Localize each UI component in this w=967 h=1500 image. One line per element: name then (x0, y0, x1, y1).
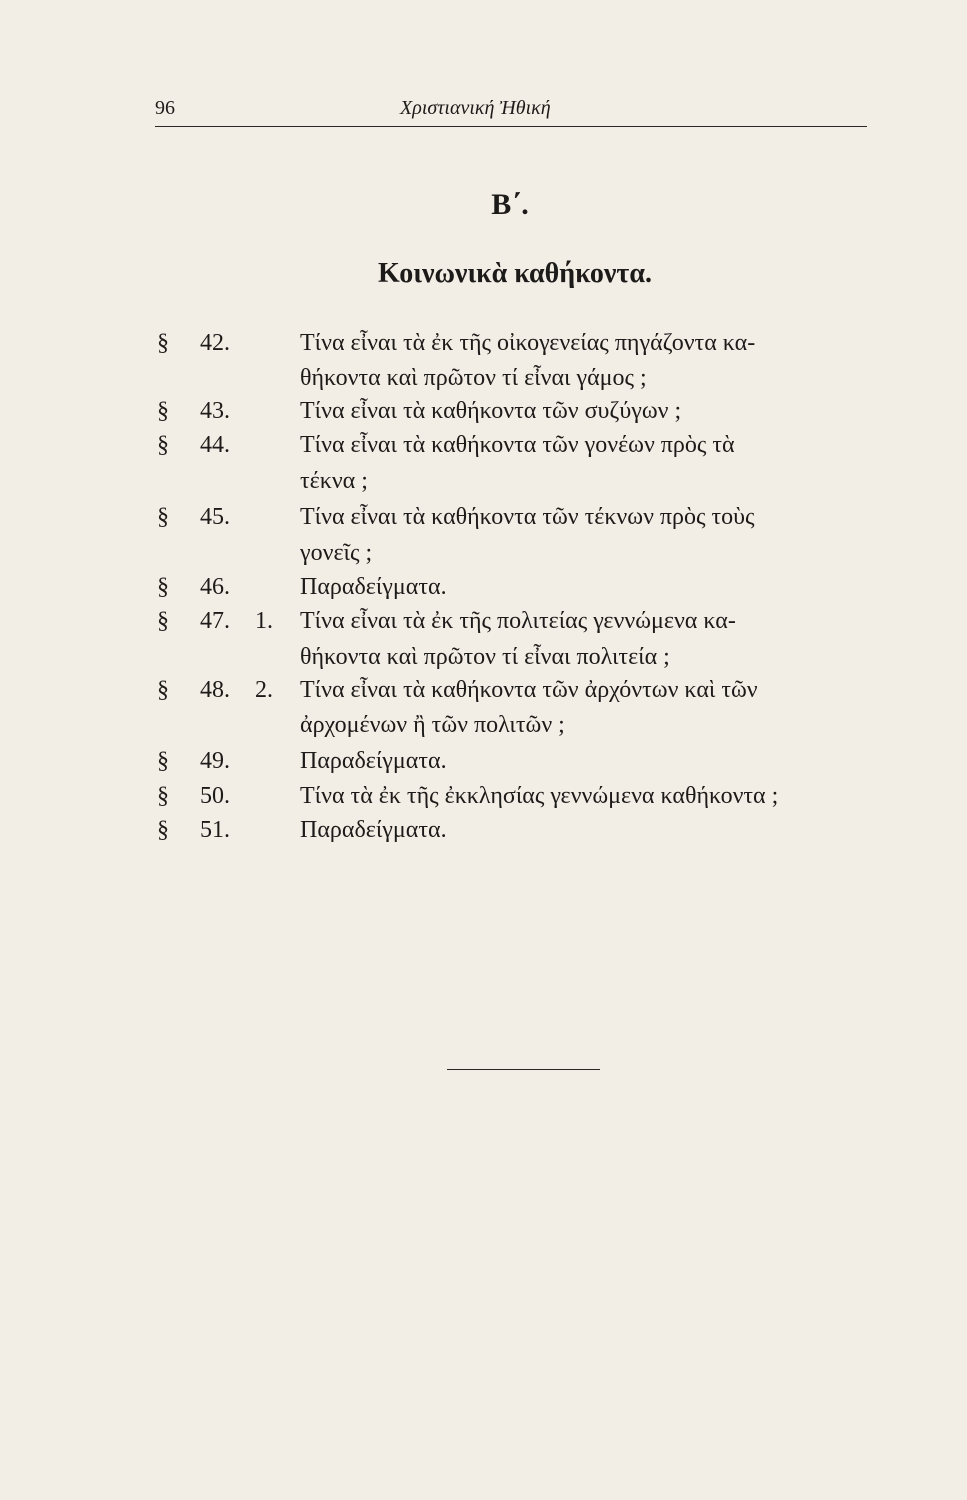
entry-number: 48. (200, 677, 230, 703)
section-symbol: § (157, 432, 169, 458)
section-title: Κοινωνικὰ καθήκοντα. (378, 258, 652, 289)
entry-number: 46. (200, 574, 230, 600)
entry-text: Παραδείγματα. (300, 817, 447, 843)
section-symbol: § (157, 783, 169, 809)
entry-text-continuation: ἀρχομένων ἢ τῶν πολιτῶν ; (300, 712, 565, 738)
end-separator-rule (447, 1069, 600, 1070)
section-letter: Β΄. (491, 188, 529, 221)
entry-text: Τίνα εἶναι τὰ ἐκ τῆς οἰκογενείας πηγάζοντα κα- (300, 330, 756, 356)
entry-number: 45. (200, 504, 230, 530)
entry-text: Παραδείγματα. (300, 748, 447, 774)
entry-number: 51. (200, 817, 230, 843)
entry-text: Τίνα εἶναι τὰ καθήκοντα τῶν συζύγων ; (300, 398, 682, 424)
running-title: Χριστιανική Ἠθική (400, 97, 551, 119)
entry-number: 44. (200, 432, 230, 458)
section-symbol: § (157, 574, 169, 600)
entry-subnumber: 2. (255, 677, 273, 703)
section-symbol: § (157, 398, 169, 424)
entry-text-continuation: γονεῖς ; (300, 540, 373, 566)
entry-text: Τίνα εἶναι τὰ καθήκοντα τῶν γονέων πρὸς τὰ (300, 432, 735, 458)
entry-number: 47. (200, 608, 230, 634)
entry-number: 42. (200, 330, 230, 356)
entry-number: 50. (200, 783, 230, 809)
section-symbol: § (157, 748, 169, 774)
entry-text-continuation: θήκοντα καὶ πρῶτον τί εἶναι γάμος ; (300, 365, 647, 391)
section-symbol: § (157, 677, 169, 703)
section-symbol: § (157, 330, 169, 356)
entry-text-continuation: θήκοντα καὶ πρῶτον τί εἶναι πολιτεία ; (300, 644, 670, 670)
entry-number: 43. (200, 398, 230, 424)
entry-number: 49. (200, 748, 230, 774)
page-number: 96 (155, 97, 175, 119)
entry-text: Τίνα εἶναι τὰ καθήκοντα τῶν τέκνων πρὸς τοὺς (300, 504, 755, 530)
entry-text: Παραδείγματα. (300, 574, 447, 600)
section-symbol: § (157, 817, 169, 843)
entry-text: Τίνα εἶναι τὰ καθήκοντα τῶν ἀρχόντων καὶ τῶν (300, 677, 758, 703)
entry-text-continuation: τέκνα ; (300, 468, 368, 494)
entry-subnumber: 1. (255, 608, 273, 634)
entry-text: Τίνα εἶναι τὰ ἐκ τῆς πολιτείας γεννώμενα κα- (300, 608, 736, 634)
page-header (155, 92, 867, 127)
section-symbol: § (157, 504, 169, 530)
section-symbol: § (157, 608, 169, 634)
entry-text: Τίνα τὰ ἐκ τῆς ἐκκλησίας γεννώμενα καθήκοντα ; (300, 783, 779, 809)
